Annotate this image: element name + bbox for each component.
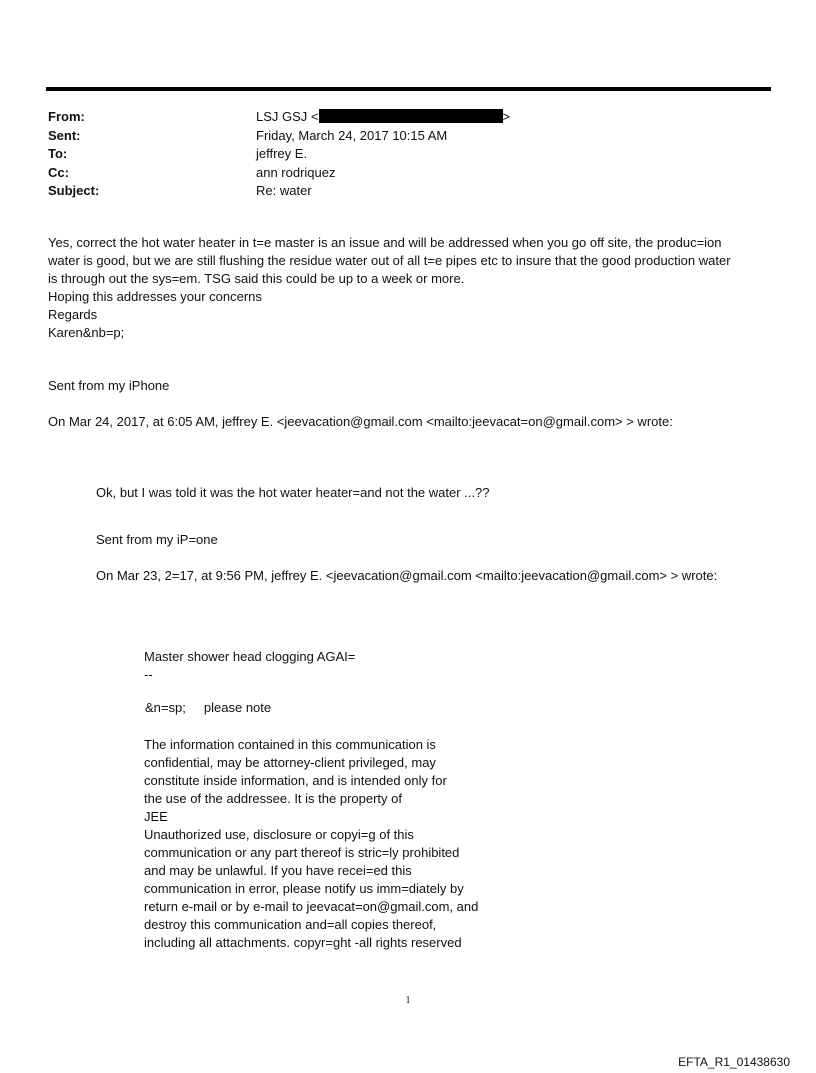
from-value-prefix: LSJ GSJ < <box>256 109 319 124</box>
to-label: To: <box>48 146 68 161</box>
body-line: water is good, but we are still flushing the residue water out of all t=e pipes etc to insure that the good production water <box>48 253 731 268</box>
page-number: 1 <box>405 995 411 1006</box>
cc-label: Cc: <box>48 164 69 180</box>
redaction-box <box>319 109 503 123</box>
disclaimer-line: JEE <box>144 809 168 824</box>
disclaimer-line: the use of the addressee. It is the property of <box>144 791 402 806</box>
body-line: Regards <box>48 307 98 322</box>
cc-value: ann rodriquez <box>256 164 336 180</box>
bates-number: EFTA_R1_01438630 <box>678 1055 790 1069</box>
note-text: &n=sp; please note <box>145 700 272 715</box>
from-value-suffix: > <box>502 109 511 124</box>
disclaimer-line: constitute inside information, and is intended only for <box>144 773 447 788</box>
disclaimer-line: return e-mail or by e-mail to jeevacat=on@gmail.com, and <box>144 899 479 914</box>
to-value: jeffrey E. <box>256 146 308 161</box>
disclaimer-line: including all attachments. copyr=ght -all rights reserved <box>144 935 462 950</box>
top-rule <box>46 87 771 91</box>
disclaimer-line: Unauthorized use, disclosure or copyi=g of this <box>144 827 414 842</box>
disclaimer-line: and may be unlawful. If you have recei=ed this <box>144 863 412 878</box>
disclaimer-line: communication in error, please notify us imm=diately by <box>144 881 464 896</box>
disclaimer <box>144 736 478 952</box>
sent-value: Friday, March 24, 2017 10:15 AM <box>256 127 448 143</box>
from-value <box>256 108 510 127</box>
quote2-line: -- <box>144 667 153 682</box>
quote2-note <box>145 699 271 717</box>
quote2-line: Master shower head clogging AGAI= <box>144 649 356 664</box>
from-label: From: <box>48 109 85 124</box>
quote2-header: On Mar 23, 2=17, at 9:56 PM, jeffrey E. <jeevacation@gmail.com <mailto:jeevacation@gmail.com> > wrote: <box>96 568 718 583</box>
sent-from-iphone-2: Sent from my iP=one <box>96 532 218 547</box>
reply-body <box>48 234 731 342</box>
body-line: is through out the sys=em. TSG said this could be up to a week or more. <box>48 271 465 286</box>
disclaimer-line: communication or any part thereof is stric=ly prohibited <box>144 845 460 860</box>
quote2-message <box>144 648 355 684</box>
subject-label: Subject: <box>48 183 100 198</box>
body-line: Hoping this addresses your concerns <box>48 289 262 304</box>
disclaimer-line: confidential, may be attorney-client privileged, may <box>144 755 436 770</box>
quote1-header: On Mar 24, 2017, at 6:05 AM, jeffrey E. <jeevacation@gmail.com <mailto:jeevacat=on@gmail.com> > wrote: <box>48 414 673 429</box>
sent-label: Sent: <box>48 127 81 143</box>
disclaimer-line: destroy this communication and=all copies thereof, <box>144 917 437 932</box>
body-line: Yes, correct the hot water heater in t=e master is an issue and will be addressed when you go off site, the produc=ion <box>48 235 722 250</box>
subject-value: Re: water <box>256 183 312 198</box>
signature: Karen&nb=p; <box>48 325 125 340</box>
quote1-text: Ok, but I was told it was the hot water heater=and not the water ...?? <box>96 485 490 500</box>
disclaimer-line: The information contained in this communication is <box>144 737 436 752</box>
sent-from-iphone: Sent from my iPhone <box>48 378 170 393</box>
